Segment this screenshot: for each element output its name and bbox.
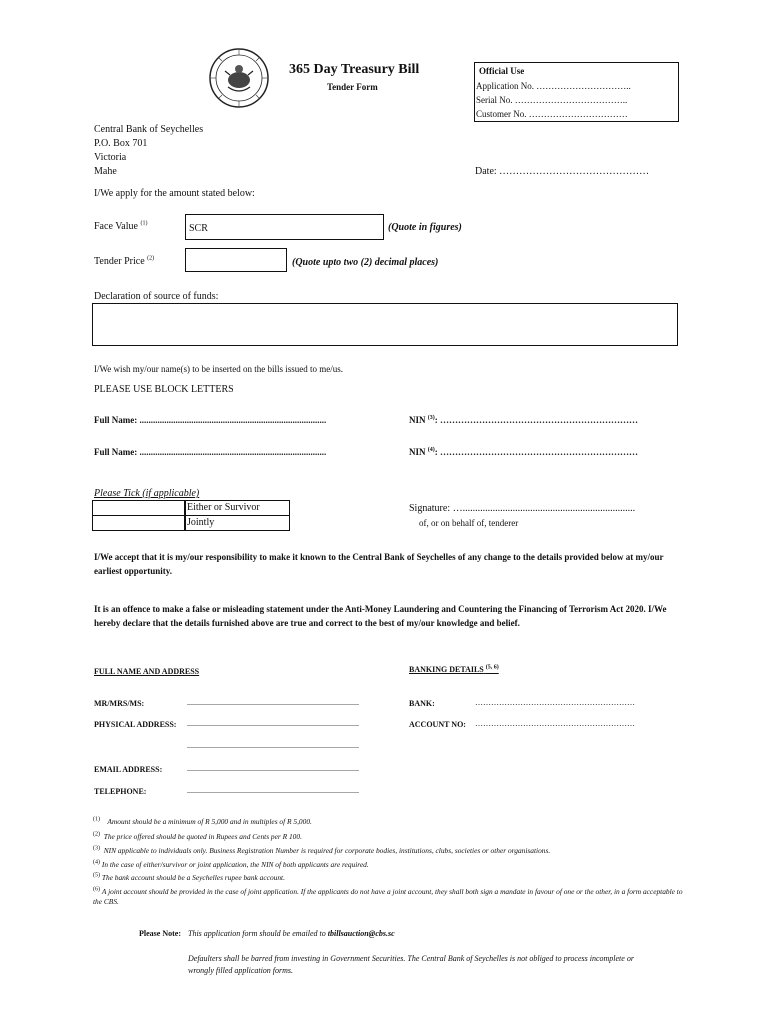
face-value-label: Face Value $^{(1)}$ bbox=[94, 220, 148, 232]
declaration-label: Declaration of source of funds: bbox=[94, 291, 219, 302]
official-use-box bbox=[474, 62, 679, 122]
face-value-note: (Quote in figures) bbox=[388, 222, 462, 233]
mr-mrs-ms-field[interactable]: ...................................................................................... bbox=[187, 698, 359, 707]
offence-paragraph: It is an offence to make a false or misleading statement under the Anti-Money Laundering and Countering the Financing of Terrorism Act 2020. I/We hereby declare that the details furnished above are true and correct to the best of my/our knowledge and belief. bbox=[94, 604, 667, 628]
block-letters-note: PLEASE USE BLOCK LETTERS bbox=[94, 384, 234, 395]
option-either-survivor-label: Either or Survivor bbox=[187, 502, 260, 513]
footnote-2: $^{(2)}$ The price offered should be quoted in Rupees and Cents per R 100. bbox=[93, 831, 302, 841]
account-no-label: ACCOUNT NO: bbox=[409, 720, 466, 729]
bank-label: BANK: bbox=[409, 699, 435, 708]
cbs-seal-logo bbox=[208, 47, 270, 109]
face-value-prefix: SCR bbox=[189, 223, 208, 234]
address-line-1: Central Bank of Seychelles bbox=[94, 124, 204, 135]
footnote-4: $^{(4)}$ In the case of either/survivor or joint application, the NIN of both applicants are required. bbox=[93, 859, 369, 869]
address-line-3: Victoria bbox=[94, 152, 127, 163]
tender-price-note: (Quote upto two (2) decimal places) bbox=[292, 257, 439, 268]
telephone-field[interactable]: ...................................................................................... bbox=[187, 786, 359, 795]
official-use-heading: Official Use bbox=[479, 66, 525, 76]
physical-address-label: PHYSICAL ADDRESS: bbox=[94, 720, 177, 729]
full-name-field-1[interactable]: Full Name: ................................................................................... bbox=[94, 415, 327, 425]
physical-address-field-1[interactable]: ...................................................................................... bbox=[187, 719, 359, 728]
declaration-input[interactable] bbox=[92, 303, 678, 346]
face-value-input[interactable] bbox=[185, 214, 384, 240]
form-subtitle: Tender Form bbox=[327, 82, 378, 92]
form-title: 365 Day Treasury Bill bbox=[289, 62, 420, 77]
address-line-2: P.O. Box 701 bbox=[94, 138, 148, 149]
please-note-text: This application form should be emailed to tbillsauction@cbs.sc bbox=[188, 929, 395, 938]
account-no-field[interactable]: …………………………………………………… bbox=[475, 719, 635, 728]
submission-email[interactable]: tbillsauction@cbs.sc bbox=[327, 929, 395, 938]
accept-paragraph: I/We accept that it is my/our responsibility to make it known to the Central Bank of Seychelles of any change to the details provided below at my/our earliest opportunity. bbox=[94, 552, 664, 576]
option-jointly bbox=[184, 515, 290, 531]
signature-sub: of, or on behalf of, tenderer bbox=[419, 518, 519, 528]
footnote-1: $^{(1)}$ Amount should be a minimum of R 5,000 and in multiples of R 5,000. bbox=[93, 816, 312, 826]
email-address-field[interactable]: ...................................................................................... bbox=[187, 764, 359, 773]
tender-price-label: Tender Price $^{(2)}$ bbox=[94, 255, 155, 267]
wish-text: I/We wish my/our name(s) to be inserted on the bills issued to me/us. bbox=[94, 364, 343, 374]
tender-price-input[interactable] bbox=[185, 248, 287, 272]
signature-field[interactable]: Signature: …..................................................................... bbox=[409, 503, 636, 514]
nin-field-1[interactable]: NIN $^{(3)}$: ………………………………………………………… bbox=[409, 415, 639, 425]
address-line-4: Mahe bbox=[94, 166, 117, 177]
customer-no-field[interactable]: Customer No. …………………………… bbox=[476, 109, 628, 119]
serial-no-field[interactable]: Serial No. ……………………………….. bbox=[476, 95, 628, 105]
nin-field-2[interactable]: NIN $^{(4)}$: ………………………………………………………… bbox=[409, 447, 639, 457]
banking-details-heading: BANKING DETAILS $^{(5, 6)}$ bbox=[409, 664, 499, 674]
full-name-field-2[interactable]: Full Name: ................................................................................... bbox=[94, 447, 327, 457]
mr-mrs-ms-label: MR/MRS/MS: bbox=[94, 699, 145, 708]
footnote-5: $^{(5)}$ The bank account should be a Seychelles rupee bank account. bbox=[93, 872, 285, 882]
option-jointly-label: Jointly bbox=[187, 517, 215, 528]
tick-box-either-survivor[interactable] bbox=[92, 500, 186, 516]
option-either-survivor bbox=[184, 500, 290, 516]
defaulters-note: Defaulters shall be barred from investing in Government Securities. The Central Bank of Seychelles is not obliged to process incomplete or wrongly filled application forms. bbox=[188, 954, 634, 975]
footnote-6: $^{(6)}$ A joint account should be provided in the case of joint application. If the applicants do not have a joint account, they shall both sign a mandate in favour of one or the other, in a form acceptable to the CBS. bbox=[93, 886, 683, 906]
email-address-label: EMAIL ADDRESS: bbox=[94, 765, 163, 774]
bank-field[interactable]: …………………………………………………… bbox=[475, 698, 635, 707]
physical-address-field-2[interactable]: ...................................................................................... bbox=[187, 741, 359, 750]
apply-text: I/We apply for the amount stated below: bbox=[94, 188, 255, 199]
tick-heading: Please Tick (if applicable) bbox=[94, 488, 200, 499]
tick-box-jointly[interactable] bbox=[92, 515, 186, 531]
telephone-label: TELEPHONE: bbox=[94, 787, 147, 796]
full-name-address-heading: FULL NAME AND ADDRESS bbox=[94, 667, 200, 676]
footnote-3: $^{(3)}$ NIN applicable to individuals only. Business Registration Number is required for corporate bodies, institutions, clubs, societies or other organisations. bbox=[93, 845, 551, 855]
application-no-field[interactable]: Application No. ………………………….. bbox=[476, 81, 631, 91]
please-note-label: Please Note: bbox=[139, 929, 181, 938]
date-field[interactable]: Date: ……………………………………… bbox=[475, 166, 650, 177]
